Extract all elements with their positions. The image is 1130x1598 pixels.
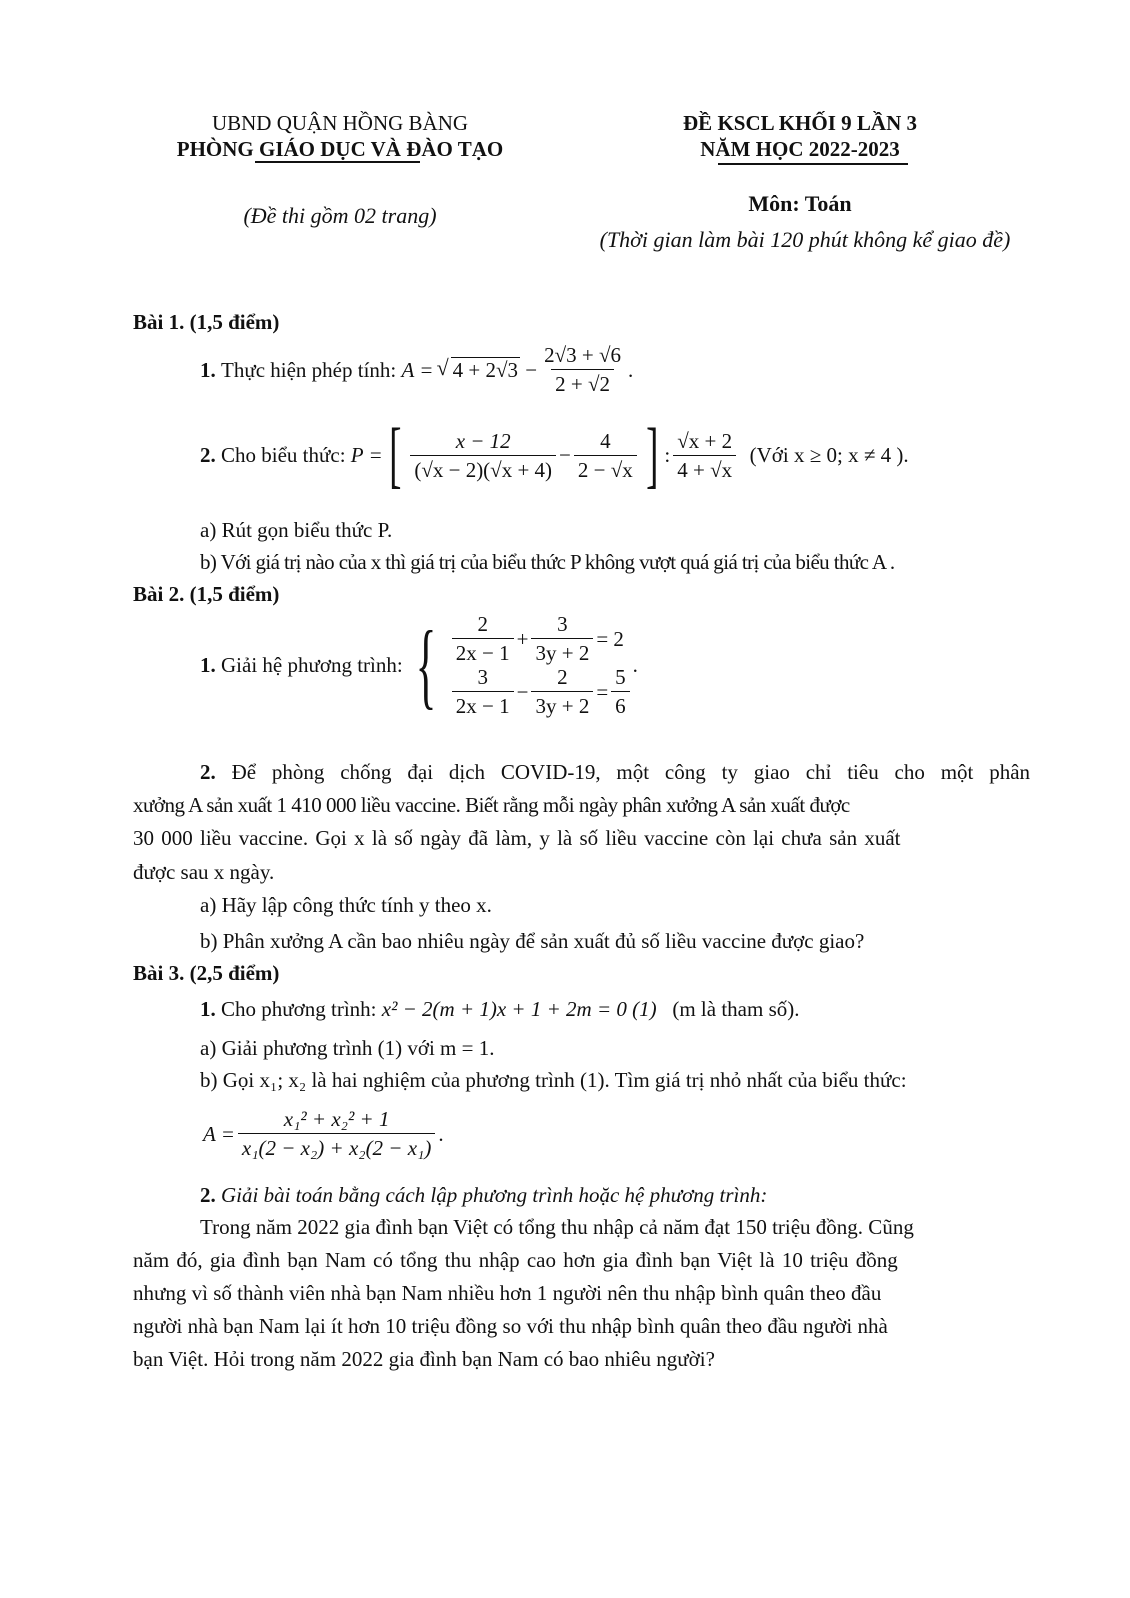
- equation-1: [449, 612, 633, 665]
- bai3-q2-number: 2.: [200, 1183, 216, 1207]
- district-name: UBND QUẬN HỒNG BÀNG: [211, 111, 469, 135]
- bai2-qa: a) Hãy lập công thức tính y theo x.: [200, 893, 492, 917]
- bai1-title: Bài 1. (1,5 điểm): [133, 310, 280, 334]
- sqrt-term: √ 4 + 2√3: [439, 357, 520, 383]
- right-bracket: ]: [645, 414, 659, 496]
- bai2-qb: b) Phân xưởng A cần bao nhiêu ngày để sản xuất đủ số liều vaccine được giao?: [200, 929, 865, 953]
- fraction-numerator: √x + 2: [677, 428, 733, 453]
- equation-2: [449, 665, 633, 718]
- department-name: PHÒNG GIÁO DỤC VÀ ĐÀO TẠO: [176, 137, 504, 161]
- expr-lhs: A =: [401, 357, 434, 382]
- fraction: [611, 665, 630, 718]
- fraction-numerator: 5: [615, 665, 626, 689]
- fraction: [531, 665, 593, 718]
- period: .: [438, 1121, 444, 1146]
- bai3-qb: b) Gọi x₁; x₂ là hai nghiệm của phương trình (1). Tìm giá trị nhỏ nhất của biểu thức:: [200, 1068, 907, 1092]
- bai3-q2-line5: bạn Việt. Hỏi trong năm 2022 gia đình bạn Nam có bao nhiêu người?: [133, 1347, 715, 1371]
- fraction: [452, 665, 514, 718]
- page-count-note: (Đề thi gồm 02 trang): [243, 203, 437, 228]
- bai2-q2-line1: [200, 759, 1030, 785]
- bai3-q2-line2: năm đó, gia đình bạn Nam có tổng thu nhập cao hơn gia đình bạn Việt là 10 triệu đồng: [133, 1248, 898, 1272]
- bai1-q2-number: 2.: [200, 443, 216, 467]
- period: .: [632, 653, 638, 677]
- bai3-q2-line3: nhưng vì số thành viên nhà bạn Nam nhiều hơn 1 người nên thu nhập bình quân theo đầu: [133, 1281, 882, 1305]
- bai2-q1-number: 1.: [200, 653, 216, 677]
- bai3-q2-line4: người nhà bạn Nam lại ít hơn 10 triệu đồng so với thu nhập bình quân theo đầu người nhà: [133, 1314, 888, 1338]
- fraction-denominator: 3y + 2: [531, 638, 593, 665]
- condition: (Với x ≥ 0; x ≠ 4 ).: [749, 443, 909, 467]
- bai2-q2-line2: xưởng A sản xuất 1 410 000 liều vaccine. Biết rằng mỗi ngày phân xưởng A sản xuất được: [133, 793, 850, 817]
- equals-sign: =: [596, 679, 609, 704]
- bai3-q1-number: 1.: [200, 997, 216, 1021]
- operator: −: [516, 679, 529, 704]
- header-right-underline: [718, 163, 908, 165]
- bai2-q1: [200, 612, 638, 718]
- fraction-denominator: 6: [611, 691, 630, 718]
- quadratic-equation: x² − 2(m + 1)x + 1 + 2m = 0 (1): [381, 997, 657, 1021]
- time-note: (Thời gian làm bài 120 phút không kể giao đề): [599, 227, 1011, 252]
- fraction-denominator: 4 + √x: [673, 455, 736, 482]
- fraction-numerator: 4: [600, 428, 611, 453]
- fraction-numerator: 2√3 + √6: [544, 343, 622, 367]
- fraction: [531, 612, 593, 665]
- equation-system: [449, 612, 633, 718]
- left-bracket: [: [388, 414, 402, 496]
- bai2-title: Bài 2. (1,5 điểm): [133, 582, 280, 606]
- fraction: [410, 429, 556, 482]
- fraction-numerator: 2: [557, 665, 568, 689]
- fraction: [673, 429, 736, 482]
- fraction-denominator: (√x − 2)(√x + 4): [410, 455, 556, 482]
- header-left: [140, 110, 540, 162]
- minus-sign: −: [559, 443, 571, 467]
- fraction-numerator: 3: [477, 665, 488, 689]
- bai1-q2: [200, 414, 909, 496]
- left-brace: {: [415, 611, 437, 718]
- bai1-qb: b) Với giá trị nào của x thì giá trị của biểu thức P không vượt quá giá trị của biểu thức A .: [200, 550, 895, 574]
- exam-title: ĐỀ KSCL KHỐI 9 LẦN 3: [683, 111, 917, 135]
- bai3-q1: [200, 996, 800, 1022]
- bai3-q1-text: Cho phương trình:: [221, 997, 377, 1021]
- minus-sign: −: [525, 357, 538, 382]
- fraction-denominator: x₁(2 − x₂) + x₂(2 − x₁): [238, 1133, 435, 1160]
- bai1-qa: a) Rút gọn biểu thức P.: [200, 518, 393, 542]
- bai2-q2-line4: được sau x ngày.: [133, 860, 275, 884]
- bai3-q2-title: Giải bài toán bằng cách lập phương trình hoặc hệ phương trình:: [221, 1183, 768, 1207]
- fraction-denominator: 2 − √x: [574, 455, 637, 482]
- bai1-q1-text: Thực hiện phép tính:: [221, 357, 397, 382]
- fraction-denominator: 2x − 1: [452, 638, 514, 665]
- header-right: [590, 110, 1010, 162]
- bai3-qa: a) Giải phương trình (1) với m = 1.: [200, 1036, 495, 1060]
- fraction-numerator: 2: [477, 612, 488, 636]
- bai2-q2-text: Để phòng chống đại dịch COVID-19, một công ty giao chỉ tiêu cho một phân: [231, 760, 1031, 784]
- fraction-denominator: 2x − 1: [452, 691, 514, 718]
- bai1-q2-text: Cho biểu thức:: [221, 443, 346, 467]
- parameter-note: (m là tham số).: [672, 997, 800, 1021]
- bai1-q1: [200, 343, 633, 396]
- bai1-q1-number: 1.: [200, 357, 216, 382]
- fraction-numerator: 3: [557, 612, 568, 636]
- bai3-q2-heading: [200, 1182, 767, 1208]
- bai3-q2-line1: Trong năm 2022 gia đình bạn Việt có tổng thu nhập cả năm đạt 150 triệu đồng. Cũng: [200, 1215, 914, 1239]
- bai3-title: Bài 3. (2,5 điểm): [133, 961, 280, 985]
- rhs: = 2: [596, 626, 624, 651]
- expr-lhs: P =: [350, 443, 383, 467]
- fraction-denominator: 3y + 2: [531, 691, 593, 718]
- subject-label: Môn: Toán: [748, 191, 852, 216]
- divide-sign: :: [664, 443, 671, 467]
- bai2-q2-number: 2.: [200, 760, 216, 784]
- school-year: NĂM HỌC 2022-2023: [700, 137, 900, 161]
- bai2-q2-line3: 30 000 liều vaccine. Gọi x là số ngày đã làm, y là số liều vaccine còn lại chưa sản xuất: [133, 826, 901, 850]
- fraction: [452, 612, 514, 665]
- fraction-numerator: x − 12: [455, 428, 511, 453]
- fraction-denominator: 2 + √2: [551, 369, 614, 396]
- fraction: [238, 1107, 435, 1160]
- expr-lhs: A =: [203, 1121, 235, 1146]
- header-left-underline: [255, 161, 420, 163]
- bai3-expr: [203, 1107, 444, 1160]
- fraction-numerator: x₁² + x₂² + 1: [283, 1107, 390, 1131]
- fraction: [540, 343, 625, 396]
- bai2-q1-text: Giải hệ phương trình:: [221, 653, 403, 677]
- operator: +: [516, 626, 529, 651]
- period: .: [628, 357, 634, 382]
- fraction: [574, 429, 637, 482]
